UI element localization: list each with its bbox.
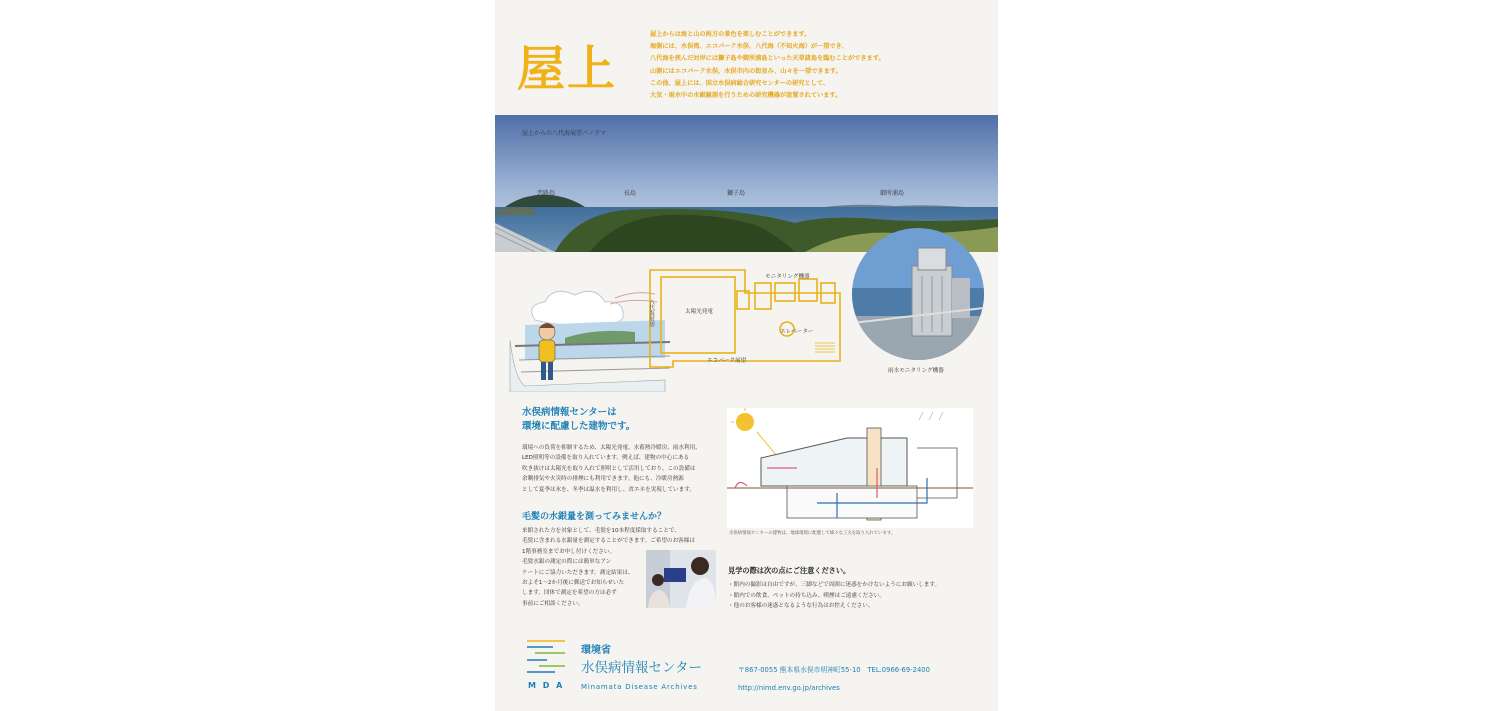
intro-line: 八代海を挟んだ対岸には獅子島や御所浦島といった天草諸島を臨むことができます。 <box>650 55 885 63</box>
hair-body-line: 来館された方を対象として、毛髪を10本程度採取することで、 <box>522 528 680 534</box>
eco-body-line: 環境への負荷を抑制するため、太陽光発電、水蓄熱冷暖房、雨水利用、 <box>522 445 701 451</box>
rain-monitor-photo <box>852 228 984 360</box>
eco-body-line: として夏季は氷を、冬季は温水を利用し、省エネを実現しています。 <box>522 486 695 493</box>
org-english-name: Minamata Disease Archives <box>581 683 698 691</box>
plan-label-monitoring: モニタリング機器 <box>765 274 810 280</box>
mda-logo-mark <box>525 638 567 678</box>
org-ministry: 環境省 <box>581 645 611 656</box>
intro-line: 山側にはエコパーク水俣、水俣市内の街並み、山々を一望できます。 <box>650 67 842 75</box>
hair-body-line: 1階事務室までお申し付けください。 <box>522 548 616 555</box>
page-title: 屋上 <box>517 41 618 97</box>
intro-line: 大気・雨水中の水銀観測を行うための研究機器が設置されています。 <box>650 92 842 100</box>
intro-line: この他、屋上には、国立水俣病総合研究センターの研究として、 <box>650 79 830 87</box>
panorama-caption: 屋上からの八代海展望パノラマ <box>522 130 607 137</box>
notice-list <box>728 580 940 612</box>
intro-text <box>650 29 980 102</box>
notice-item: ・館内の撮影は自由ですが、三脚などで周囲に迷惑をかけないようにお願いします。 <box>728 582 941 588</box>
plan-label-elevator: エレベーター <box>780 329 814 335</box>
diagram-caption: 水俣病情報センターの建物は、地球環境に配慮して様々な工夫を取り入れています。 <box>729 531 896 536</box>
brochure-page <box>495 0 998 711</box>
eco-heading-line: 水俣病情報センターは <box>522 407 617 418</box>
plan-label-sea-view: 八代海展望 <box>648 299 654 327</box>
hair-body-line: 事前にご相談ください。 <box>522 600 584 607</box>
intro-line: 屋上からは海と山の両方の景色を楽しむことができます。 <box>650 31 811 38</box>
notice-item: ・館内での飲食、ペットの持ち込み、喫煙はご遠慮ください。 <box>728 592 885 599</box>
rooftop-floor-plan <box>645 265 845 370</box>
hair-body-line: ケートにご協力いただきます。測定結果は、 <box>522 569 634 576</box>
eco-body-line: LED照明等の設備を取り入れています。例えば、建物の中心にある <box>522 455 690 462</box>
notice-heading: 見学の際は次の点にご注意ください。 <box>728 566 851 575</box>
island-label: 獅子島 <box>727 190 746 197</box>
hair-body-line: します。団体で測定を希望の方は必ず <box>522 590 617 597</box>
hair-body-line: 毛髪に含まれる水銀量を測定することができます。ご希望のお客様は <box>522 538 695 545</box>
eco-body-line: 余剰排気や火災時の排煙にも利用できます。他にも、冷暖房熱源 <box>522 476 684 483</box>
eco-body <box>522 443 701 495</box>
island-label: 恋路島 <box>537 190 556 197</box>
hair-measurement-photo <box>646 550 716 608</box>
hair-heading: 毛髪の水銀量を測ってみませんか？ <box>522 512 667 522</box>
hair-body-line: およそ1〜2か月後に郵送でお知らせいた <box>522 580 625 587</box>
plan-label-ecopark: エコパーク展望 <box>707 358 747 364</box>
eco-heading <box>522 406 635 434</box>
eco-body-line: 吹き抜けは太陽光を取り入れて照明として活用しており、この設備は <box>522 465 696 472</box>
footer-url[interactable]: http://nimd.env.go.jp/archives <box>738 684 840 692</box>
hair-body-line: 毛髪水銀の測定の際には簡単なアン <box>522 559 612 566</box>
intro-line: 海側には、水俣湾、エコパーク水俣、八代海（不知火海）が一望でき、 <box>650 43 848 51</box>
rain-monitor-caption: 雨水モニタリング機器 <box>888 368 944 374</box>
eco-heading-line: 環境に配慮した建物です。 <box>522 421 636 432</box>
island-label: 御所浦島 <box>880 190 905 197</box>
org-name: 水俣病情報センター <box>581 660 702 676</box>
footer-address: 〒867-0055 熊本県水俣市明神町55-10 TEL.0966-69-2400 <box>738 666 930 674</box>
notice-item: ・他のお客様の迷惑となるような行為はお控えください。 <box>728 603 874 610</box>
logo-letters: M D A <box>528 681 565 690</box>
island-label: 長島 <box>624 190 637 197</box>
plan-label-solar: 太陽光発電 <box>685 309 713 315</box>
building-section-diagram <box>727 408 973 528</box>
